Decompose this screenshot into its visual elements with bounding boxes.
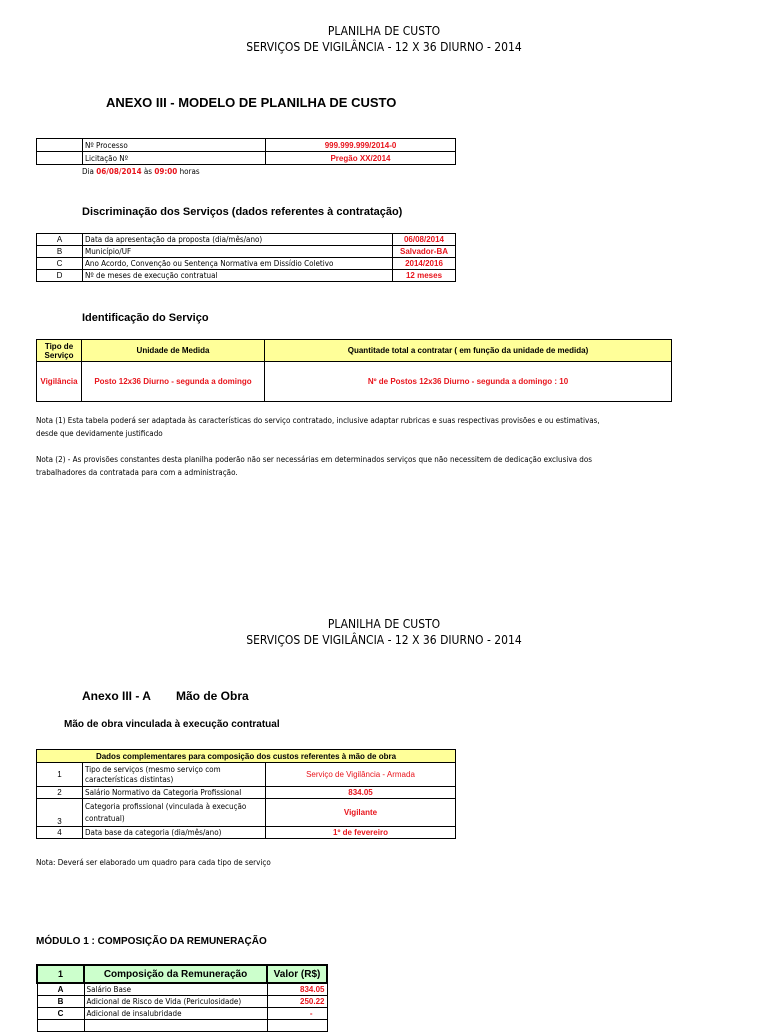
table-row: 3 Categoria profissional (vinculada à execução contratual) Vigilante <box>37 799 456 827</box>
anexo-a-subtitle: Mão de Obra <box>176 689 249 703</box>
licitacao-value: Pregão XX/2014 <box>266 152 456 165</box>
identification-title: Identificação do Serviço <box>82 312 209 324</box>
modulo1-table: 1 Composição da Remuneração Valor (R$) A Salário Base 834.05 B Adicional de Risco de Vida (Periculosidade) 250.22 C Adicional de insalubridade - <box>36 964 328 1032</box>
session-time: 09:00 <box>154 167 178 176</box>
sheet-title: PLANILHA DE CUSTO <box>327 24 441 38</box>
nota-quadro: Nota: Deverá ser elaborado um quadro para cada tipo de serviço <box>36 858 271 867</box>
table-row: D Nº de meses de execução contratual 12 meses <box>37 270 456 282</box>
anexo-a-label: Anexo III - A <box>82 689 151 703</box>
note-2-line-2: trabalhadores da contratada para com a administração. <box>36 468 238 477</box>
annex-title: ANEXO III - MODELO DE PLANILHA DE CUSTO <box>106 95 397 110</box>
session-date: 06/08/2014 <box>96 167 142 176</box>
sheet-subtitle: SERVIÇOS DE VIGILÂNCIA - 12 X 36 DIURNO - 2014 <box>246 40 522 54</box>
session-date-line: Dia 06/08/2014 às 09:00 horas <box>82 167 200 176</box>
complementary-table: Dados complementares para composição dos custos referentes à mão de obra 1 Tipo de serviços (mesmo serviço com características distintas) Serviço de Vigilância - Armada 2 Salário Normativo da Categoria Profissional 834.05 3 Categoria profissional (vinculada à execução contratual) Vigilante 4 Data base da categoria (dia/mês/ano) 1º de fevereiro <box>36 749 456 839</box>
table-row: A Salário Base 834.05 <box>37 983 327 995</box>
note-2-line-1: Nota (2) - As provisões constantes desta planilha poderão não ser necessárias em determinados serviços que não necessitem de dedicação exclusiva dos <box>36 455 593 464</box>
table-row: A Data da apresentação da proposta (dia/mês/ano) 06/08/2014 <box>37 234 456 246</box>
services-title: Discriminação dos Serviços (dados referentes à contratação) <box>82 206 403 218</box>
sheet-title-2: PLANILHA DE CUSTO <box>327 617 441 631</box>
identification-table: Tipo de Serviço Unidade de Medida Quantitade total a contratar ( em função da unidade de medida) Vigilância Posto 12x36 Diurno - segunda a domingo Nº de Postos 12x36 Diurno - segunda a domingo : 10 <box>36 339 672 402</box>
process-table <box>36 138 456 165</box>
table-row: C Adicional de insalubridade - <box>37 1007 327 1019</box>
table-row: 4 Data base da categoria (dia/mês/ano) 1º de fevereiro <box>37 827 456 839</box>
table-row: B Adicional de Risco de Vida (Periculosidade) 250.22 <box>37 995 327 1007</box>
table-row: C Ano Acordo, Convenção ou Sentença Normativa em Dissídio Coletivo 2014/2016 <box>37 258 456 270</box>
services-table <box>36 233 456 282</box>
mao-obra-title: Mão de obra vinculada à execução contratual <box>64 719 280 730</box>
note-1-line-2: desde que devidamente justificado <box>36 429 163 438</box>
process-label: Nº Processo <box>83 139 266 152</box>
modulo1-title: MÓDULO 1 : COMPOSIÇÃO DA REMUNERAÇÃO <box>36 936 267 947</box>
sheet-subtitle-2: SERVIÇOS DE VIGILÂNCIA - 12 X 36 DIURNO - 2014 <box>246 633 522 647</box>
process-value: 999.999.999/2014-0 <box>266 139 456 152</box>
note-1-line-1: Nota (1) Esta tabela poderá ser adaptada às características do serviço contratado, inclusive adaptar rubricas e suas respectivas provisões e ou estimativas, <box>36 416 600 425</box>
table-row: B Município/UF Salvador-BA <box>37 246 456 258</box>
table-row: 2 Salário Normativo da Categoria Profissional 834.05 <box>37 787 456 799</box>
table-row: 1 Tipo de serviços (mesmo serviço com características distintas) Serviço de Vigilância - Armada <box>37 763 456 787</box>
licitacao-label: Licitação Nº <box>83 152 266 165</box>
